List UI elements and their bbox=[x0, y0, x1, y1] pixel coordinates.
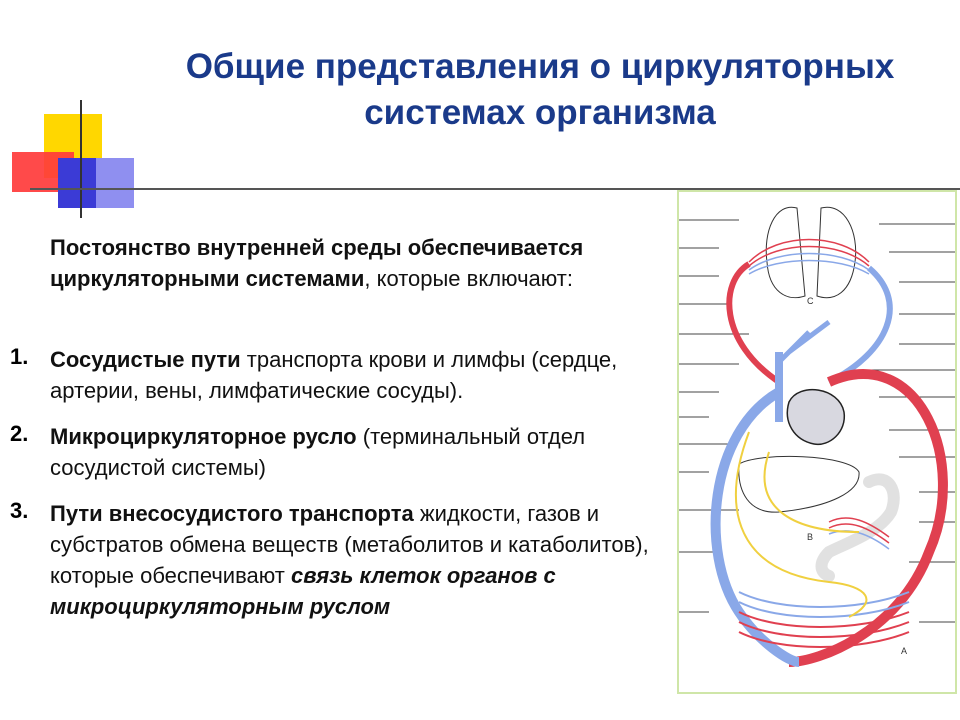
circulation-diagram bbox=[677, 190, 957, 694]
item-2-bold: Микроциркуляторное русло bbox=[50, 424, 357, 449]
label-c: C bbox=[807, 296, 814, 306]
item-2-number: 2. bbox=[10, 421, 29, 446]
heart bbox=[787, 390, 844, 445]
intro-rest: , которые включают: bbox=[364, 266, 573, 291]
decor-vertical-line bbox=[80, 100, 82, 218]
head-veins bbox=[779, 322, 829, 362]
item-2-rest: (терминальный отдел сосудистой системы) bbox=[50, 424, 586, 480]
vena-cava-loop bbox=[716, 392, 799, 662]
liver bbox=[739, 456, 859, 512]
item-1-bold: Сосудистые пути bbox=[50, 347, 241, 372]
item-1-number: 1. bbox=[10, 344, 29, 369]
intro-bold: Постоянство внутренней среды обеспечивается циркуляторными системами bbox=[50, 235, 584, 291]
circulation-diagram-svg bbox=[679, 192, 955, 692]
item-3 bbox=[50, 498, 650, 622]
item-1-rest: транспорта крови и лимфы (сердце, артерии, вены, лимфатические сосуды). bbox=[50, 347, 618, 403]
item-3-rest: жидкости, газов и субстратов обмена веществ (метаболитов и катаболитов), которые обеспечивают bbox=[50, 501, 649, 588]
item-3-emphasis: связь клеток органов с микроциркуляторным руслом bbox=[50, 563, 556, 619]
label-b: B bbox=[807, 532, 814, 542]
item-3-number: 3. bbox=[10, 498, 29, 523]
right-lung bbox=[817, 207, 856, 297]
label-a: A bbox=[901, 646, 908, 656]
intro-paragraph bbox=[50, 232, 650, 294]
item-1 bbox=[50, 344, 670, 406]
item-2 bbox=[50, 421, 670, 483]
decor-light-blue-square bbox=[96, 158, 134, 208]
slide-title: Общие представления о циркуляторных системах организма bbox=[185, 47, 895, 132]
item-3-bold: Пути внесосудистого транспорта bbox=[50, 501, 414, 526]
